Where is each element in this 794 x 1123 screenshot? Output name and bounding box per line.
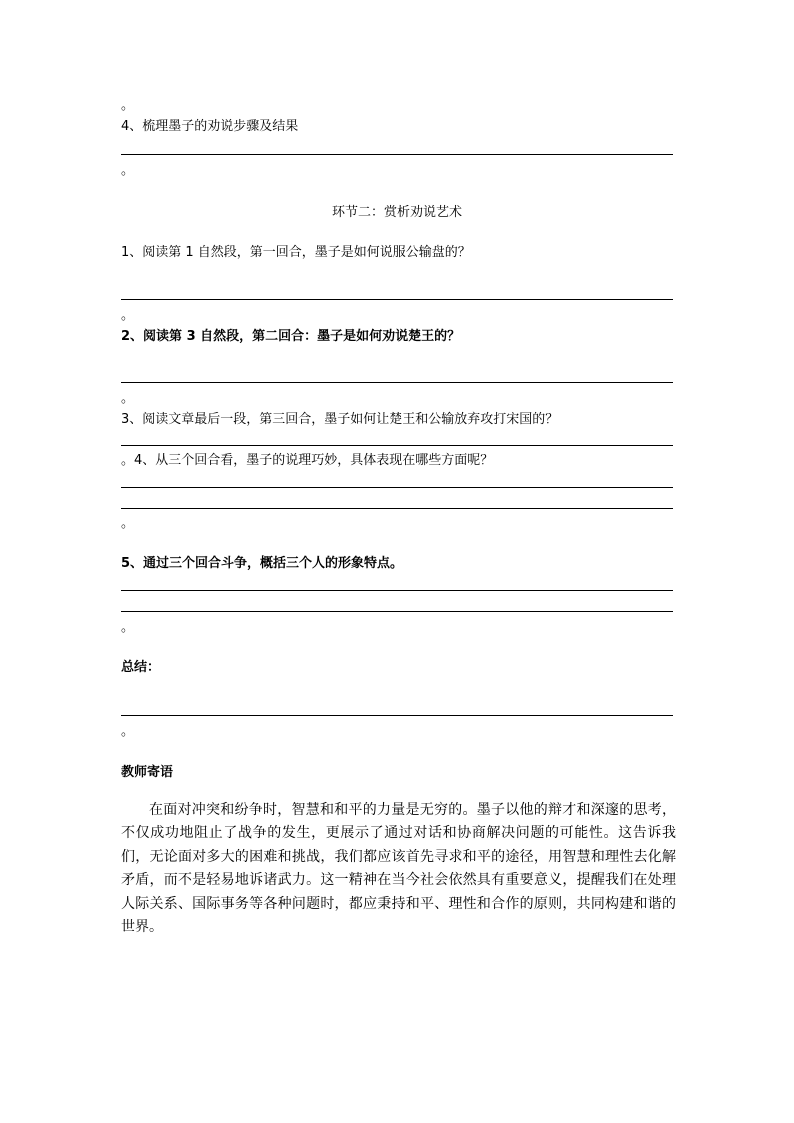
period-mark: 。 bbox=[121, 308, 135, 323]
period-mark: 。 bbox=[121, 516, 135, 531]
period-mark: 。 bbox=[121, 98, 135, 113]
answer-line[interactable] bbox=[121, 299, 673, 300]
question-3: 3、阅读文章最后一段，第三回合，墨子如何让楚王和公输放弃攻打宋国的？ bbox=[121, 412, 559, 427]
answer-line[interactable] bbox=[121, 445, 673, 446]
summary-label: 总结： bbox=[121, 660, 161, 675]
answer-line[interactable] bbox=[121, 154, 673, 155]
question-summarize-steps: 4、梳理墨子的劝说步骤及结果 bbox=[121, 119, 299, 134]
answer-line[interactable] bbox=[121, 590, 673, 591]
period-mark: 。 bbox=[121, 724, 135, 739]
period-mark: 。 bbox=[121, 391, 135, 406]
question-4: 。4、从三个回合看，墨子的说理巧妙，具体表现在哪些方面呢？ bbox=[121, 453, 494, 468]
period-mark: 。 bbox=[121, 163, 135, 178]
answer-line[interactable] bbox=[121, 611, 673, 612]
answer-line[interactable] bbox=[121, 508, 673, 509]
teacher-message-text: 在面对冲突和纷争时，智慧和和平的力量是无穷的。墨子以他的辩才和深邃的思考，不仅成功地阻止了战争的发生，更展示了通过对话和协商解决问题的可能性。这告诉我们，无论面对多大的困难和挑战，我们都应该首先寻求和平的途径，用智慧和理性去化解矛盾，而不是轻易地诉诸武力。这一精神在当今社会依然具有重要意义，提醒我们在处理人际关系、国际事务等各种问题时，都应秉持和平、理性和合作的原则，共同构建和谐的世界。 bbox=[121, 802, 676, 936]
teacher-message-title: 教师寄语 bbox=[121, 765, 174, 780]
answer-line[interactable] bbox=[121, 487, 673, 488]
question-2: 2、阅读第 3 自然段，第二回合：墨子是如何劝说楚王的？ bbox=[121, 329, 461, 344]
answer-line[interactable] bbox=[121, 382, 673, 383]
question-5: 5、通过三个回合斗争，概括三个人的形象特点。 bbox=[121, 556, 404, 571]
question-1: 1、阅读第 1 自然段，第一回合，墨子是如何说服公输盘的？ bbox=[121, 245, 471, 260]
section-title: 环节二：赏析劝说艺术 bbox=[331, 205, 462, 220]
answer-line[interactable] bbox=[121, 715, 673, 716]
period-mark: 。 bbox=[121, 620, 135, 635]
